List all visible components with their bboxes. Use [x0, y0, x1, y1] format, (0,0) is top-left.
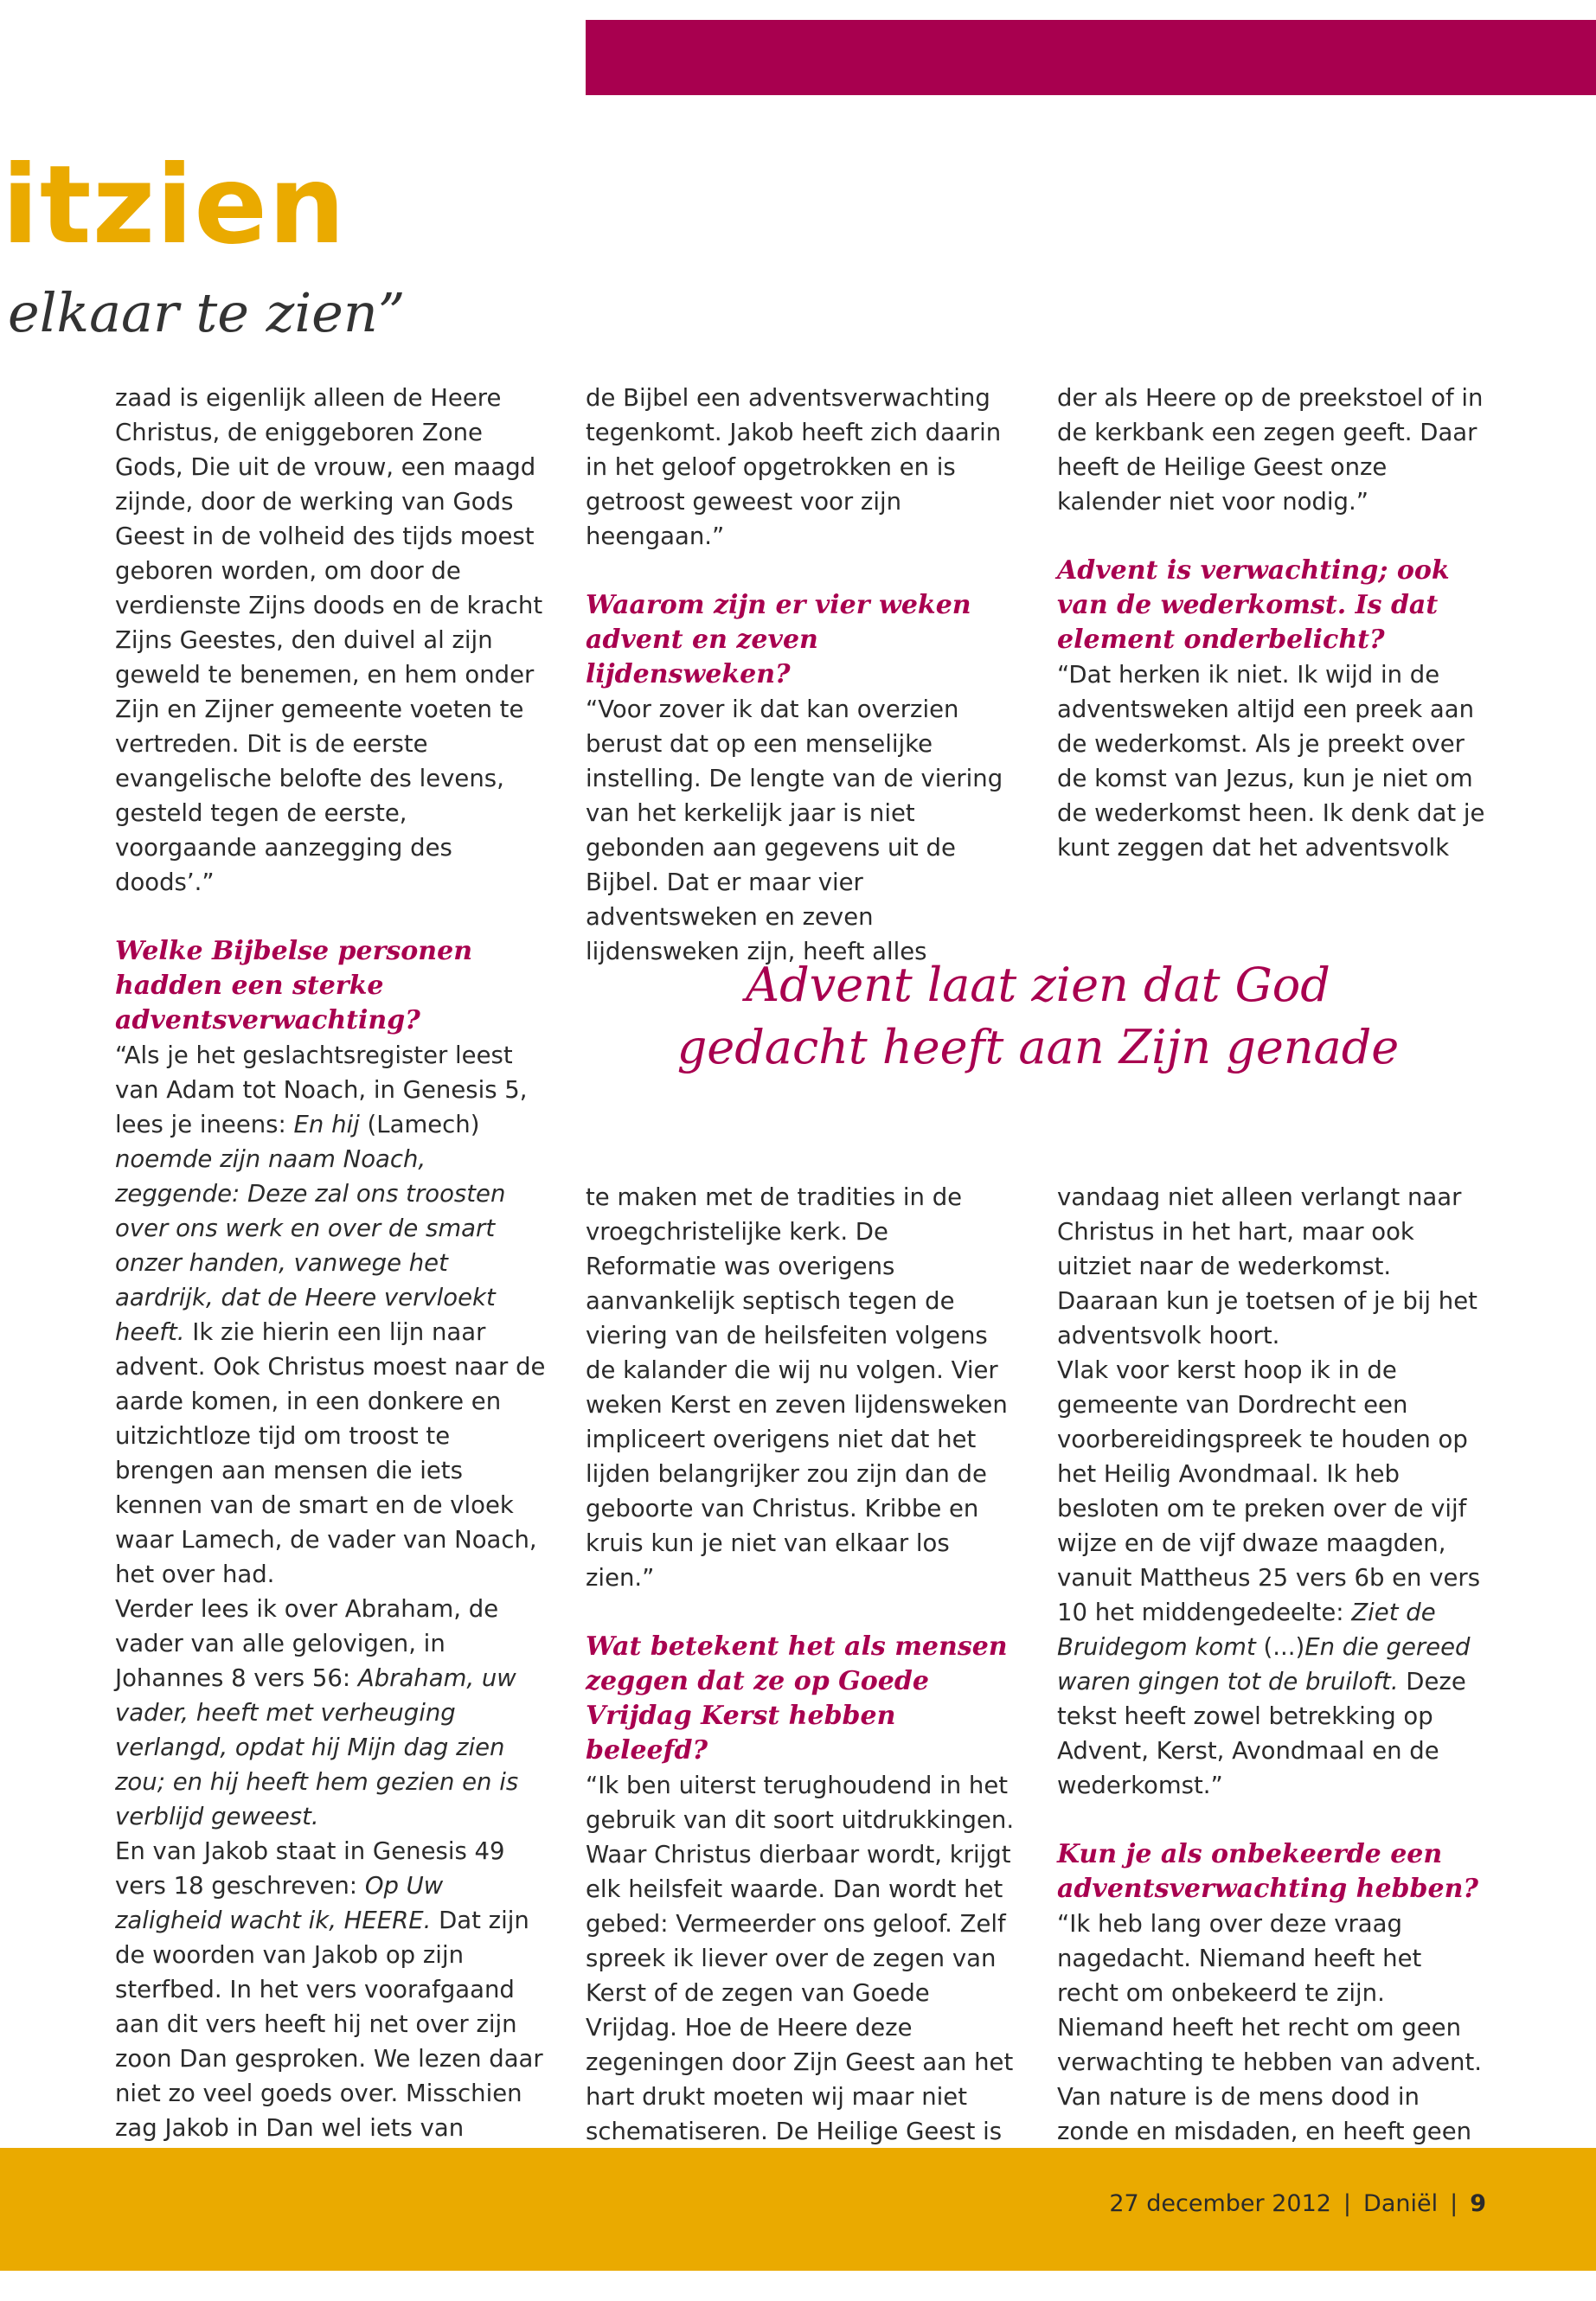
interview-question: Advent is verwachting; ook van de wederkomst. Is dat element onderbelicht?: [1057, 555, 1450, 655]
body-paragraph: En van Jakob staat in Genesis 49 vers 18 geschreven: Op Uw zaligheid wacht ik, HEERE. Dat zijn de woorden van Jakob op zijn sterfbed. In het vers voorafgaand aan dit vers heeft hij net over zijn zoon Dan gesproken. We lezen daar niet zo veel goeds over. Misschien zag Jakob in Dan wel iets van: [115, 1837, 543, 2142]
interview-question: Welke Bijbelse personen hadden een sterke adventsverwachting?: [115, 936, 473, 1035]
interview-question: Wat betekent het als mensen zeggen dat ze op Goede Vrijdag Kerst hebben beleefd?: [586, 1631, 1008, 1766]
top-color-bar: [586, 20, 1596, 95]
column-2-top: [586, 381, 1018, 969]
interview-question: Kun je als onbekeerde een adventsverwachting hebben?: [1057, 1839, 1478, 1904]
pull-quote-line: Advent laat zien dat God: [746, 958, 1330, 1012]
footer-separator: |: [1343, 2190, 1352, 2217]
body-paragraph: “Ik ben uiterst terughoudend in het gebruik van dit soort uitdrukkingen. Waar Christus dierbaar wordt, krijgt elk heilsfeit waarde. Dan wordt het gebed: Vermeerder ons geloof. Zelf spreek ik liever over de zegen van Kerst of de zegen van Goede Vrijdag. Hoe de Heere deze zegeningen door Zijn Geest aan het hart drukt moeten wij maar niet schematiseren. De Heilige Geest is: [586, 1772, 1015, 2145]
pull-quote-line: gedacht heeft aan Zijn genade: [676, 1020, 1400, 1074]
column-2-bottom: [586, 1180, 1018, 2183]
page-footer: [1109, 2187, 1486, 2221]
magazine-name: Daniël: [1363, 2190, 1439, 2217]
body-paragraph: de Bijbel een adventsverwachting tegenkomt. Jakob heeft zich daarin in het geloof opgetrokken en is getroost geweest voor zijn heengaan.”: [586, 384, 1002, 550]
body-paragraph: “Als je het geslachtsregister leest van Adam tot Noach, in Genesis 5, lees je ineens: En hij (Lamech) noemde zijn naam Noach, zeggende: Deze zal ons troosten over ons werk en over de smart onzer handen, vanwege het aardrijk, dat de Heere vervloekt heeft. Ik zie hierin een lijn naar advent. Ook Christus moest naar de aarde komen, in een donkere en uitzichtloze tijd om troost te brengen aan mensen die iets kennen van de smart en de vloek waar Lamech, de vader van Noach, het over had.: [115, 1042, 546, 1588]
body-paragraph: Verder lees ik over Abraham, de vader van alle gelovigen, in Johannes 8 vers 56: Abraham, uw vader, heeft met verheuging verlangd, opdat hij Mijn dag zien zou; en hij heeft hem gezien en is verblijd geweest.: [115, 1595, 519, 1830]
body-paragraph: vandaag niet alleen verlangt naar Christus in het hart, maar ook uitziet naar de wederkomst. Daaraan kun je toetsen of je bij het adventsvolk hoort.: [1057, 1183, 1477, 1349]
body-paragraph: “Dat herken ik niet. Ik wijd in de adventsweken altijd een preek aan de wederkomst. Als je preekt over de komst van Jezus, kun je niet om de wederkomst heen. Ik denk dat je kunt zeggen dat het adventsvolk: [1057, 661, 1485, 862]
column-3-bottom: [1057, 1180, 1490, 2183]
body-paragraph: te maken met de tradities in de vroegchristelijke kerk. De Reformatie was overigens aanvankelijk septisch tegen de viering van de heilsfeiten volgens de kalander die wij nu volgen. Vier weken Kerst en zeven lijdensweken impliceert overigens niet dat het lijden belangrijker zou zijn dan de geboorte van Christus. Kribbe en kruis kun je niet van elkaar los zien.”: [586, 1183, 1008, 1592]
issue-date: 27 december 2012: [1109, 2190, 1331, 2217]
article-title: itzien: [2, 143, 346, 268]
page-number: 9: [1470, 2190, 1486, 2217]
article-subtitle: elkaar te zien”: [8, 281, 406, 344]
footer-separator: |: [1450, 2190, 1458, 2217]
body-paragraph: Vlak voor kerst hoop ik in de gemeente van Dordrecht een voorbereidingspreek te houden op het Heilig Avondmaal. Ik heb besloten om te preken over de vijf wijze en de vijf dwaze maagden, vanuit Mattheus 25 vers 6b en vers 10 het middengedeelte: Ziet de Bruidegom komt (...)En die gereed waren gingen tot de bruiloft. Deze tekst heeft zowel betrekking op Advent, Kerst, Avondmaal en de wederkomst.”: [1057, 1356, 1481, 1799]
body-paragraph: zaad is eigenlijk alleen de Heere Christus, de eniggeboren Zone Gods, Die uit de vrouw, een maagd zijnde, door de werking van Gods Geest in de volheid des tijds moest geboren worden, om door de verdienste Zijns doods en de kracht Zijns Geestes, den duivel al zijn geweld te benemen, en hem onder Zijn en Zijner gemeente voeten te vertreden. Dit is de eerste evangelische belofte des levens, gesteld tegen de eerste, voorgaande aanzegging des doods’.”: [115, 384, 543, 896]
body-paragraph: der als Heere op de preekstoel of in de kerkbank een zegen geeft. Daar heeft de Heilige Geest onze kalender niet voor nodig.”: [1057, 384, 1484, 516]
column-1: [115, 381, 552, 2249]
column-3-top: [1057, 381, 1490, 865]
interview-question: Waarom zijn er vier weken advent en zeven lijdensweken?: [586, 590, 971, 689]
pull-quote: [657, 954, 1419, 1079]
body-paragraph: “Voor zover ik dat kan overzien berust dat op een menselijke instelling. De lengte van de viering van het kerkelijk jaar is niet gebonden aan gegevens uit de Bijbel. Dat er maar vier adventsweken en zeven lijdensweken zijn, heeft alles: [586, 695, 1003, 965]
body-paragraph: “Ik heb lang over deze vraag nagedacht. Niemand heeft het recht om onbekeerd te zijn. Niemand heeft het recht om geen verwachting te hebben van advent. Van nature is de mens dood in zonde en misdaden, en heeft geen: [1057, 1910, 1482, 2145]
